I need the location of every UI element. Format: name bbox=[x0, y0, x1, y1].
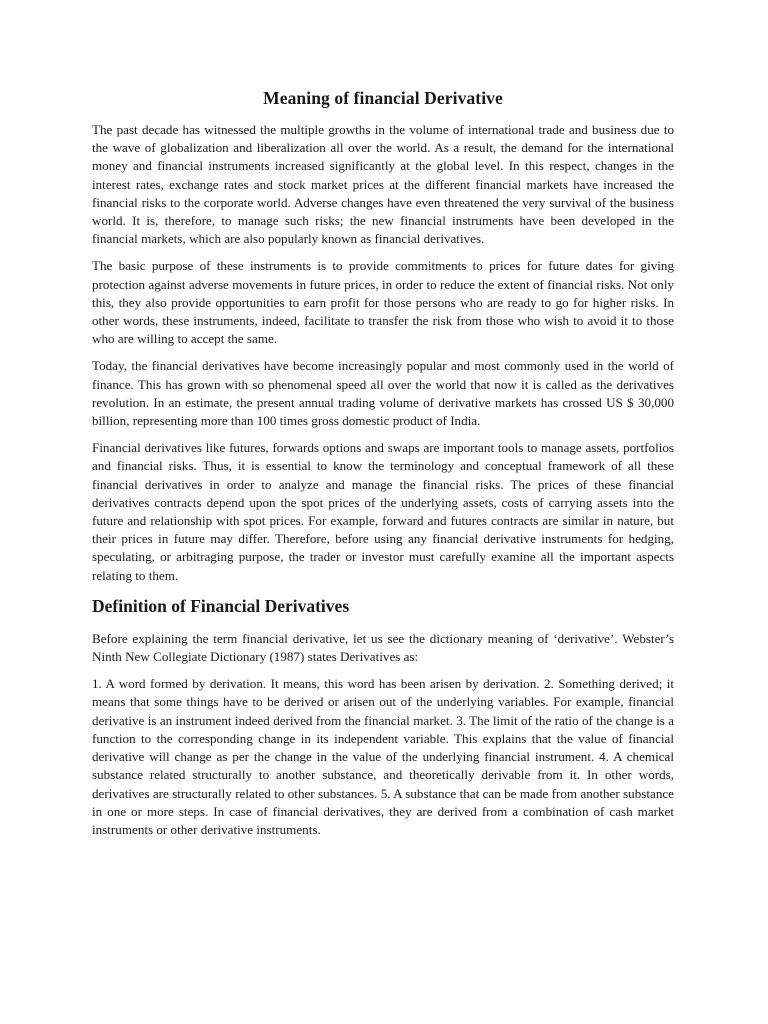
paragraph-tools: Financial derivatives like futures, forwards options and swaps are important tools to manage assets, portfolios and financial risks. Thus, it is essential to know the terminology and conceptual framework of all these financial derivatives in order to analyze and manage the financial risks. The prices of these financial derivatives contracts depend upon the spot prices of the underlying assets, costs of carrying assets into the future and relationship with spot prices. For example, forward and futures contracts are similar in nature, but their prices in future may differ. Therefore, before using any financial derivative instruments for hedging, speculating, or arbitraging purpose, the trader or investor must carefully examine all the important aspects relating to them. bbox=[92, 440, 674, 583]
document-page bbox=[92, 86, 674, 848]
page-title: Meaning of financial Derivative bbox=[263, 88, 503, 108]
paragraph-popularity: Today, the financial derivatives have become increasingly popular and most commonly used in the world of finance. This has grown with so phenomenal speed all over the world that now it is called as the derivatives revolution. In an estimate, the present annual trading volume of derivative markets has crossed US $ 30,000 billion, representing more than 100 times gross domestic product of India. bbox=[92, 358, 674, 429]
paragraph-intro: The past decade has witnessed the multiple growths in the volume of international trade and business due to the wave of globalization and liberalization all over the world. As a result, the demand for the international money and financial instruments increased significantly at the global level. In this respect, changes in the interest rates, exchange rates and stock market prices at the different financial markets have increased the financial risks to the corporate world. Adverse changes have even threatened the very survival of the business world. It is, therefore, to manage such risks; the new financial instruments have been developed in the financial markets, which are also popularly known as financial derivatives. bbox=[92, 122, 674, 247]
paragraph-dictionary-intro: Before explaining the term financial derivative, let us see the dictionary meaning of ‘derivative’. Webster’s Ninth New Collegiate Dictionary (1987) states Derivatives as: bbox=[92, 630, 674, 665]
paragraph-definitions-list: 1. A word formed by derivation. It means, this word has been arisen by derivation. 2. Something derived; it means that some things have to be derived or arisen out of the underlying variables. For example, financial derivative is an instrument indeed derived from the financial market. 3. The limit of the ratio of the change is a function to the corresponding change in its independent variable. This explains that the value of financial derivative will change as per the change in the value of the underlying financial instrument. 4. A chemical substance related structurally to another substance, and theoretically derivable from it. In other words, derivatives are structurally related to other substances. 5. A substance that can be made from another substance in one or more steps. In case of financial derivatives, they are derived from a combination of cash market instruments or other derivative instruments. bbox=[92, 676, 674, 837]
paragraph-purpose: The basic purpose of these instruments is to provide commitments to prices for future dates for giving protection against adverse movements in future prices, in order to reduce the extent of financial risks. Not only this, they also provide opportunities to earn profit for those persons who are ready to go for higher risks. In other words, these instruments, indeed, facilitate to transfer the risk from those who wish to avoid it to those who are willing to accept the same. bbox=[92, 258, 674, 347]
section-title-definition: Definition of Financial Derivatives bbox=[92, 595, 350, 616]
